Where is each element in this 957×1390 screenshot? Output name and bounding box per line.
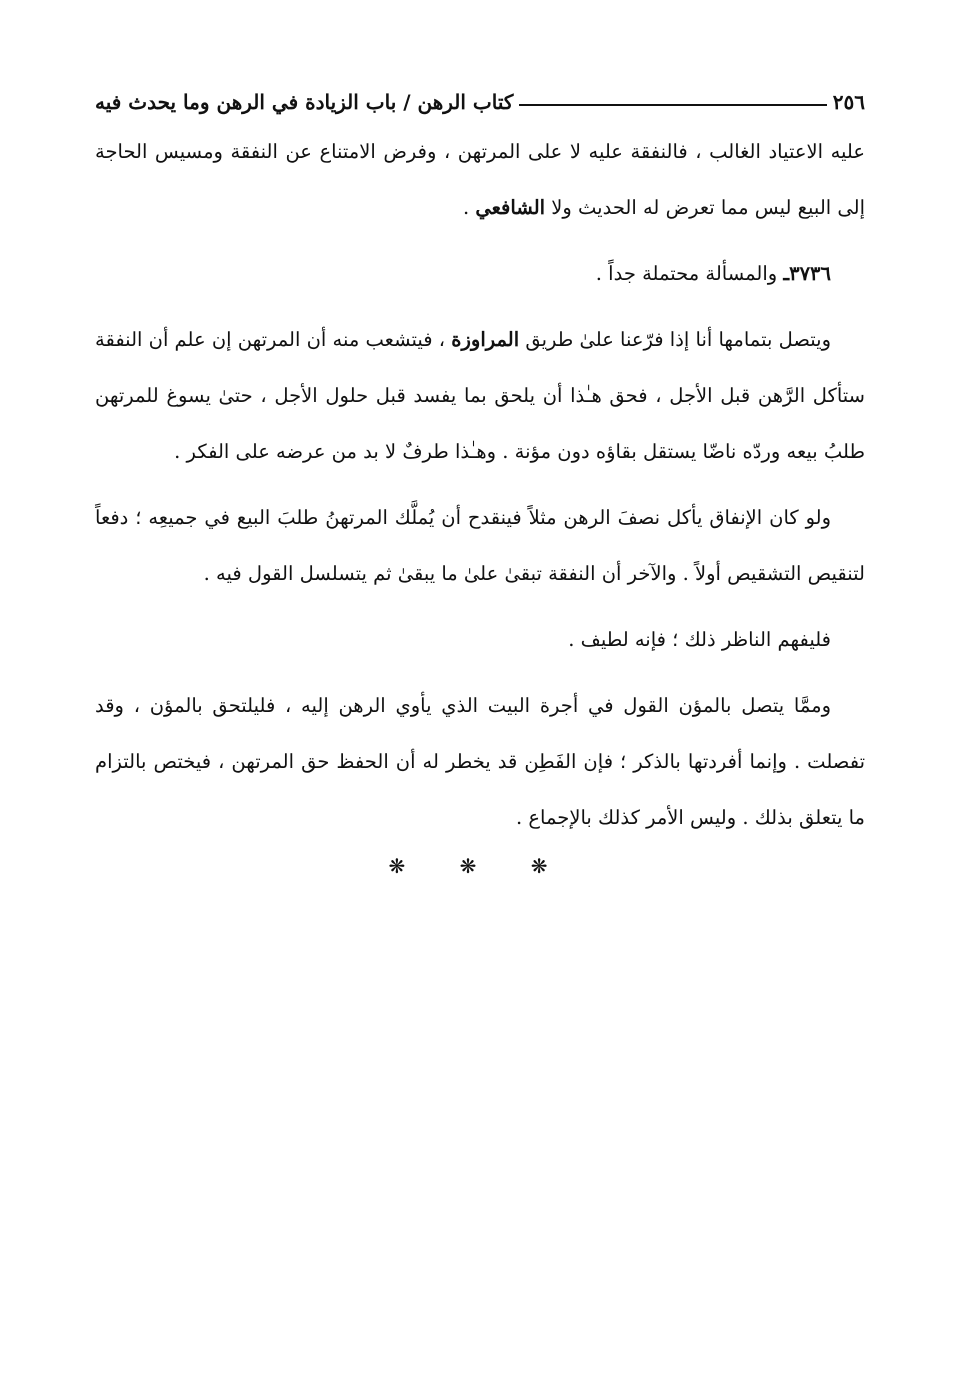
- scholar-name-shafii: الشافعي: [475, 196, 546, 219]
- paragraph-note: [95, 612, 865, 668]
- text-run: والمسألة محتملة جداً .: [595, 262, 784, 285]
- paragraph-infaq: [95, 490, 865, 602]
- page: [95, 80, 865, 878]
- paragraph-continuation: [95, 124, 865, 236]
- page-number: ٢٥٦: [832, 90, 865, 114]
- section-number: ٣٧٣٦ـ: [783, 262, 831, 285]
- text-run: فليفهم الناظر ذلك ؛ فإنه لطيف .: [568, 628, 831, 651]
- running-head: [95, 80, 865, 124]
- text-run: ولو كان الإنفاق يأكل نصفَ الرهن مثلاً فينقدح أن يُملَّك المرتهنُ طلبَ البيع في جميعِه ؛ دفعاً لتنقيص التشقيص أولاً . والآخر أن النفقة تبقىٰ علىٰ ما يبقىٰ ثم يتسلسل القول فيه .: [95, 506, 865, 585]
- section-end-ornament: ❋ ❋ ❋: [388, 854, 572, 878]
- paragraph-rent: [95, 678, 865, 846]
- text-run: وممَّا يتصل بالمؤن القول في أجرة البيت الذي يأوي الرهن إليه ، فليلتحق بالمؤن ، وقد تفصلت . وإنما أفردتها بالذكر ؛ فإن الفَطِن قد يخطر له أن الحفظ حق المرتهن ، فيختص بالتزام ما يتعلق بذلك . وليس الأمر كذلك بالإجماع .: [95, 694, 865, 829]
- text-run: عليه الاعتياد الغالب ، فالنفقة عليه لا على المرتهن ، وفرض الامتناع عن النفقة ومسيس الحاجة إلى البيع ليس مما تعرض له الحديث ولا: [95, 140, 865, 219]
- paragraph-maraweza: [95, 312, 865, 480]
- text-run: ويتصل بتمامها أنا إذا فرّعنا علىٰ طريق: [519, 328, 831, 351]
- header-rule: [519, 104, 826, 106]
- paragraph-numbered: [95, 246, 865, 302]
- scholar-group-maraweza: المراوزة: [451, 328, 520, 351]
- text-run: .: [462, 196, 476, 219]
- running-title: كتاب الرهن / باب الزيادة في الرهن وما يحدث فيه: [95, 90, 514, 114]
- text-run: ، فيتشعب منه أن المرتهن إن علم أن النفقة ستأكل الرَّهن قبل الأجل ، فحق هـٰذا أن يلحق بما يفسد قبل حلول الأجل ، حتىٰ يسوغ للمرتهن طلبُ بيعه وردّه ناضّا يستقل بقاؤه دون مؤنة . وهـٰذا طرفٌ لا بد من عرضه على الفكر .: [95, 328, 865, 463]
